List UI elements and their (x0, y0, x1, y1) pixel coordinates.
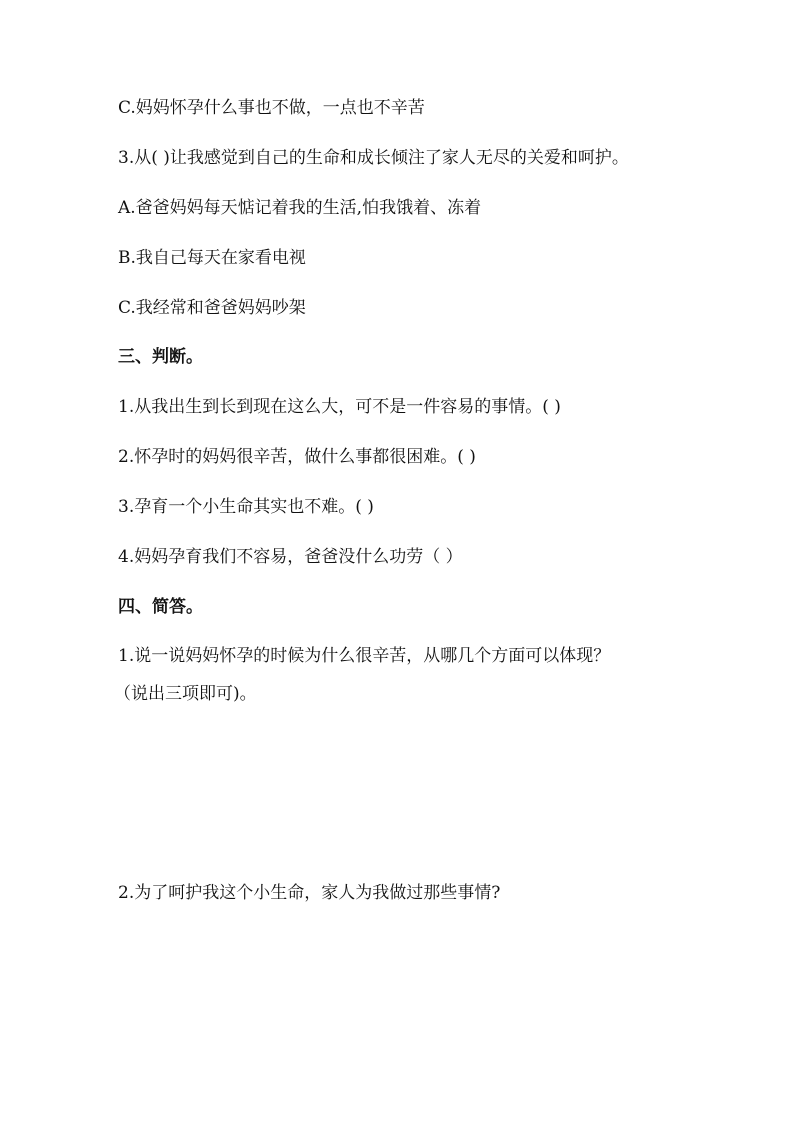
judgment-item-3: 3.孕育一个小生命其实也不难。( ) (118, 497, 374, 517)
question-2-option-c: C.妈妈怀孕什么事也不做，一点也不辛苦 (118, 98, 425, 118)
section-3-title: 三、判断。 (118, 347, 203, 367)
short-answer-2: 2.为了呵护我这个小生命，家人为我做过那些事情? (118, 883, 501, 903)
question-3-option-b: B.我自己每天在家看电视 (118, 248, 306, 268)
short-answer-1-line-1: 1.说一说妈妈怀孕的时候为什么很辛苦，从哪几个方面可以体现？ (118, 646, 611, 666)
question-3-option-a: A.爸爸妈妈每天惦记着我的生活,怕我饿着、冻着 (118, 198, 482, 218)
judgment-item-2: 2.怀孕时的妈妈很辛苦，做什么事都很困难。( ) (118, 447, 476, 467)
question-3-stem: 3.从( )让我感觉到自己的生命和成长倾注了家人无尽的关爱和呵护。 (118, 148, 629, 168)
question-3-option-c: C.我经常和爸爸妈妈吵架 (118, 298, 306, 318)
judgment-item-4: 4.妈妈孕育我们不容易，爸爸没什么功劳（ ） (118, 547, 463, 567)
short-answer-1-line-2: （说出三项即可)。 (114, 684, 257, 704)
section-4-title: 四、简答。 (118, 597, 203, 617)
judgment-item-1: 1.从我出生到长到现在这么大，可不是一件容易的事情。( ) (118, 397, 561, 417)
